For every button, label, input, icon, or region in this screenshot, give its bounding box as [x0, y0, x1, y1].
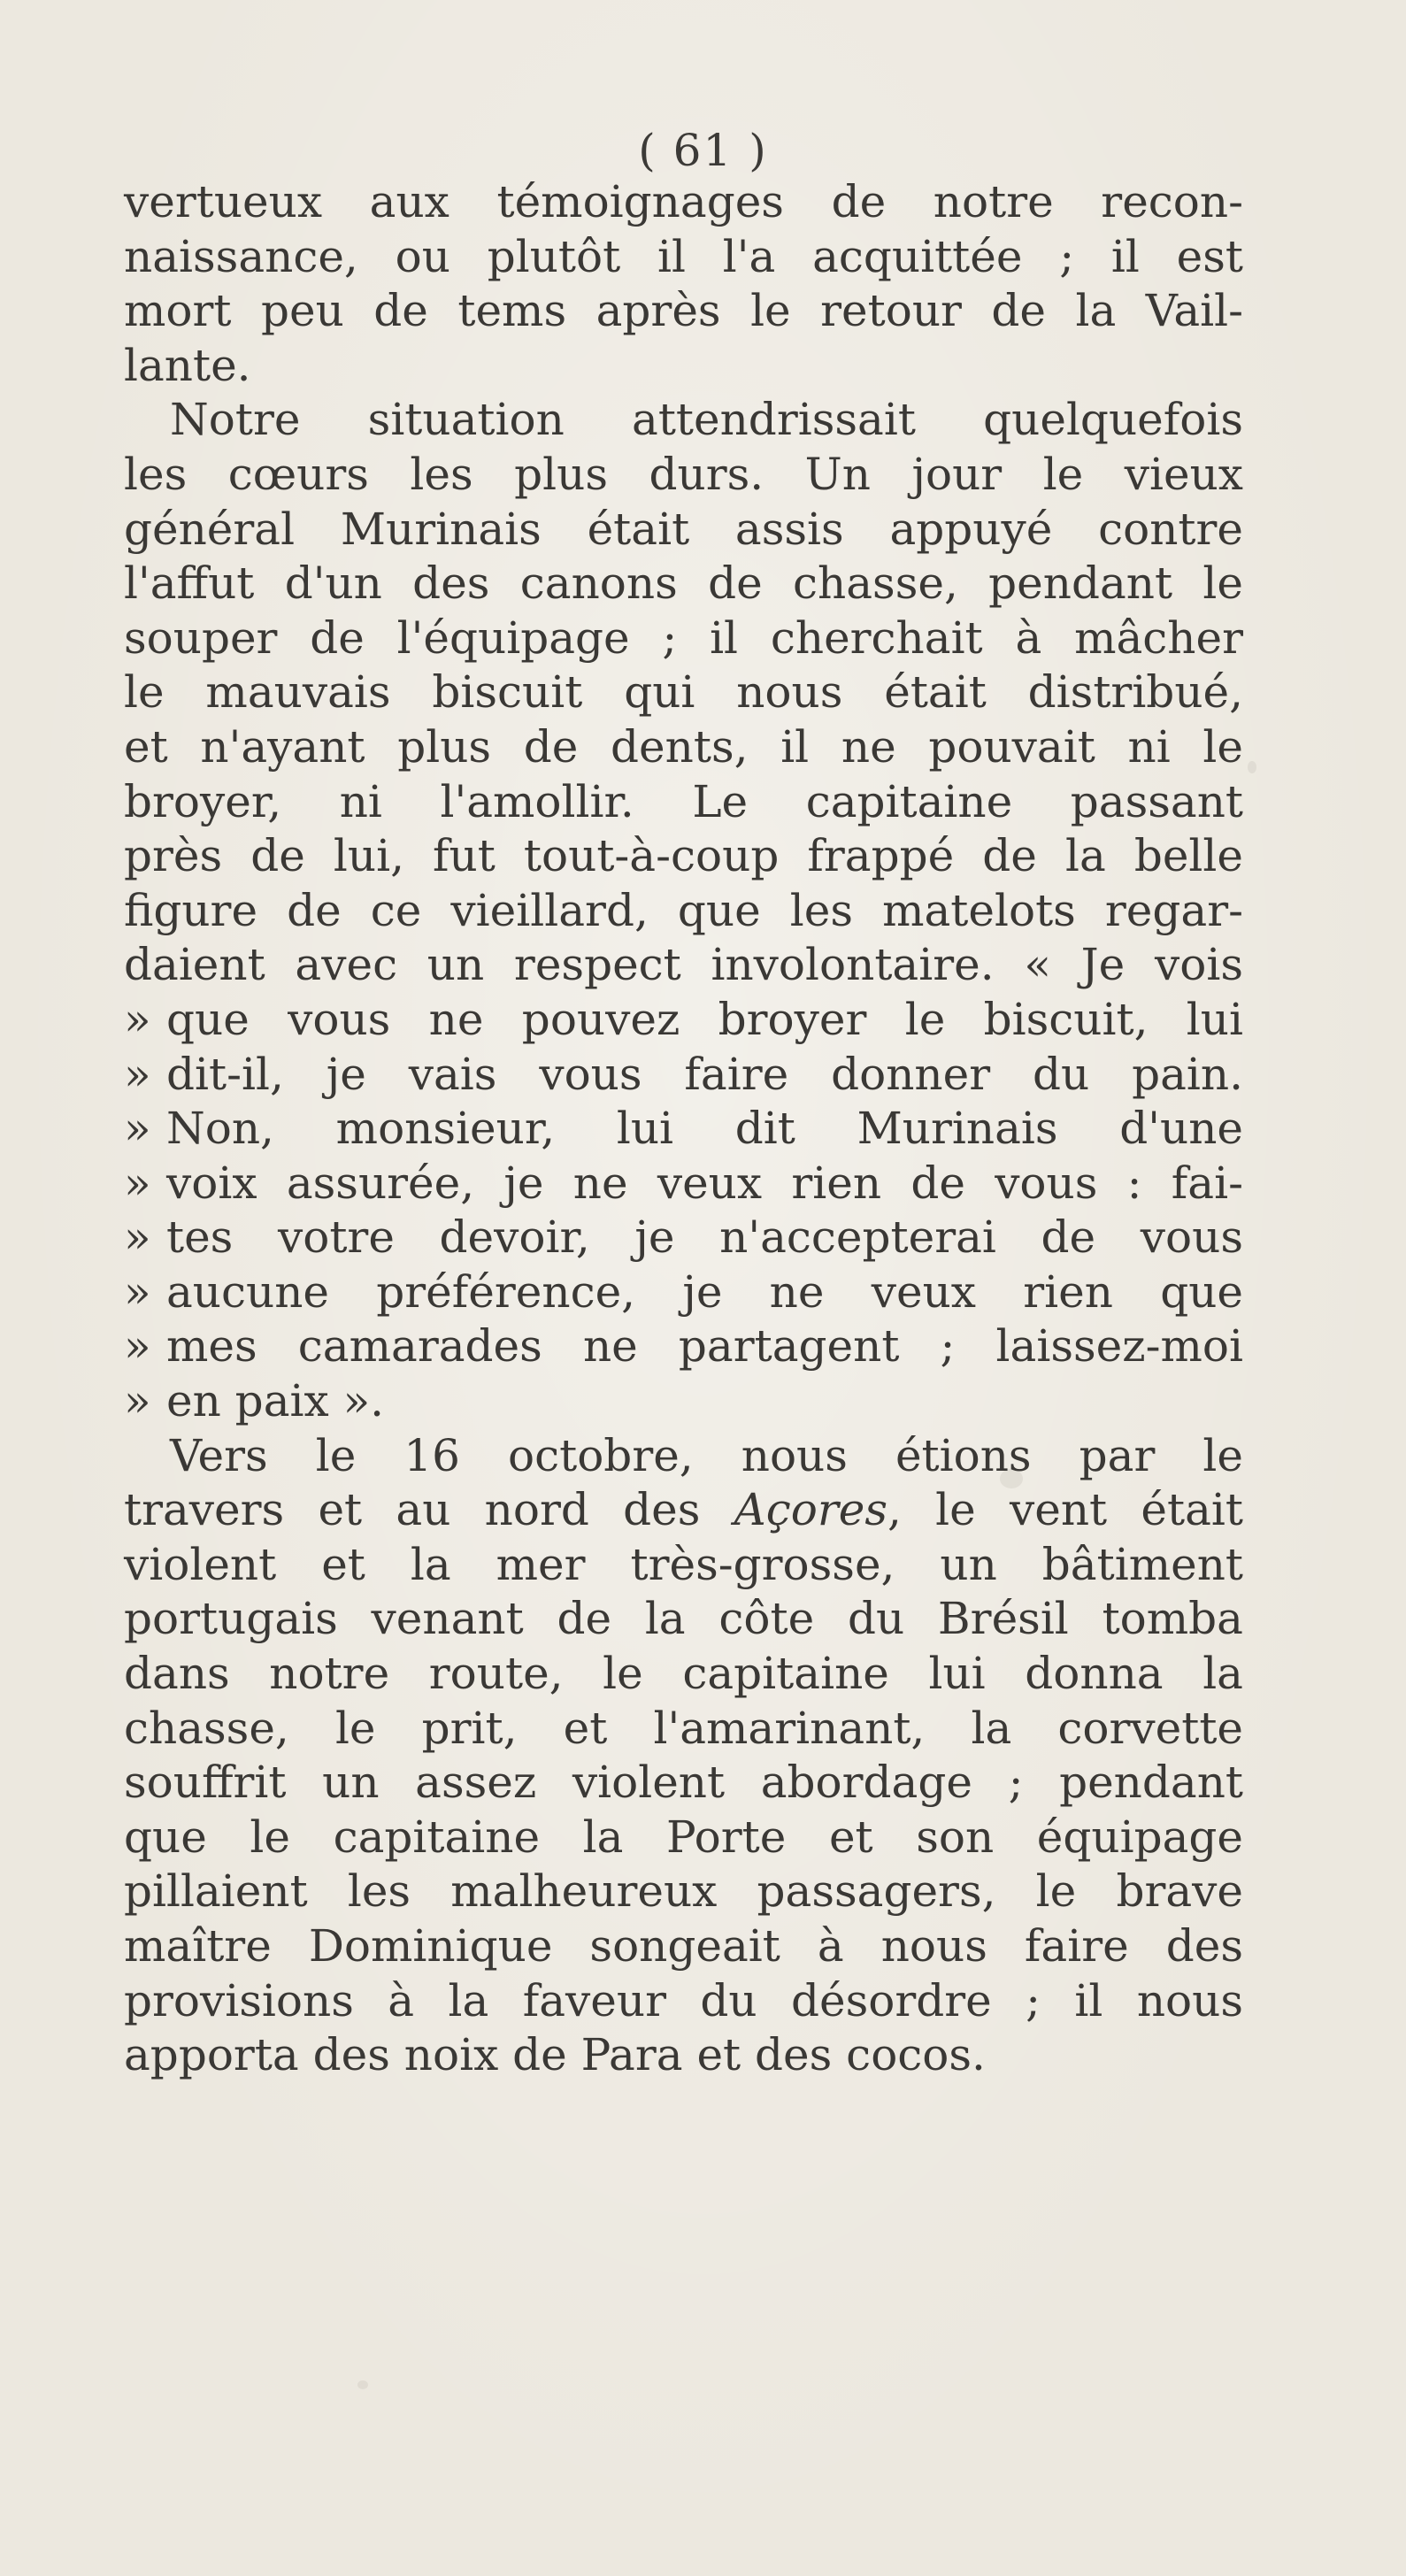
quote-text: voix assurée, je ne veux rien de vous : fai-	[166, 1157, 1243, 1209]
quoted-line	[124, 1102, 1243, 1157]
text-line: lante.	[124, 339, 251, 391]
paper-stain	[1248, 761, 1256, 773]
quote-mark: »	[124, 1103, 151, 1155]
text-line: dans notre route, le capitaine lui donna la	[124, 1648, 1243, 1700]
quote-mark: »	[124, 1211, 151, 1264]
text-line: naissance, ou plutôt il l'a acquittée ; il est	[124, 230, 1243, 282]
text-line: mort peu de tems après le retour de la Vail-	[124, 285, 1243, 337]
quoted-line	[124, 1374, 1243, 1429]
text-line: que le capitaine la Porte et son équipage	[124, 1811, 1243, 1863]
paper-stain	[357, 2380, 368, 2389]
quote-text: Non, monsieur, lui dit Murinais d'une	[166, 1103, 1243, 1155]
quote-text: mes camarades ne partagent ; laissez-moi	[166, 1320, 1243, 1373]
text-segment: travers et au nord des	[124, 1484, 734, 1536]
text-line: près de lui, fut tout-à-coup frappé de la belle	[124, 830, 1243, 882]
text-line: souffrit un assez violent abordage ; pendant	[124, 1757, 1243, 1809]
text-line: le mauvais biscuit qui nous était distribué,	[124, 666, 1243, 719]
text-line: provisions à la faveur du désordre ; il nous	[124, 1974, 1243, 2026]
quoted-line	[124, 1048, 1243, 1103]
text-segment: , le vent était	[887, 1484, 1243, 1536]
quote-text: dit-il, je vais vous faire donner du pain.	[166, 1048, 1243, 1100]
quote-text: que vous ne pouvez broyer le biscuit, lui	[166, 993, 1243, 1045]
text-line: chasse, le prit, et l'amarinant, la corvette	[124, 1702, 1243, 1754]
quote-text: tes votre devoir, je n'accepterai de vous	[166, 1211, 1243, 1264]
quoted-line	[124, 1265, 1243, 1320]
text-line: daient avec un respect involontaire. « Je vois	[124, 939, 1243, 991]
text-line: général Murinais était assis appuyé contre	[124, 503, 1243, 555]
quote-text: en paix ».	[166, 1375, 385, 1427]
quote-mark: »	[124, 1320, 151, 1373]
text-line: figure de ce vieillard, que les matelots regar-	[124, 884, 1243, 936]
text-line: les cœurs les plus durs. Un jour le vieux	[124, 448, 1243, 500]
text-line: pillaient les malheureux passagers, le brave	[124, 1865, 1243, 1918]
quote-mark: »	[124, 1265, 151, 1318]
quoted-line	[124, 993, 1243, 1048]
quote-mark: »	[124, 993, 151, 1045]
text-line: broyer, ni l'amollir. Le capitaine passant	[124, 775, 1243, 827]
text-line: maître Dominique songeait à nous faire des	[124, 1920, 1243, 1972]
quote-mark: »	[124, 1048, 151, 1100]
text-line: l'affut d'un des canons de chasse, pendant le	[124, 557, 1243, 610]
quote-mark: »	[124, 1157, 151, 1209]
text-line: souper de l'équipage ; il cherchait à mâcher	[124, 611, 1243, 664]
quote-text: aucune préférence, je ne veux rien que	[166, 1265, 1243, 1318]
italic-place-name: Açores	[734, 1484, 888, 1536]
quote-mark: »	[124, 1375, 151, 1427]
page-number: ( 61 )	[638, 125, 768, 176]
text-line: Vers le 16 octobre, nous étions par le	[170, 1429, 1243, 1481]
text-line-with-italic	[124, 1483, 1243, 1538]
quoted-line	[124, 1319, 1243, 1374]
text-line: Notre situation attendrissait quelquefois	[170, 394, 1243, 446]
text-line: portugais venant de la côte du Brésil tomba	[124, 1593, 1243, 1645]
text-line: et n'ayant plus de dents, il ne pouvait ni le	[124, 720, 1243, 773]
quoted-line	[124, 1157, 1243, 1211]
text-line: violent et la mer très-grosse, un bâtiment	[124, 1538, 1243, 1590]
text-line: vertueux aux témoignages de notre recon-	[124, 176, 1243, 227]
quoted-line	[124, 1211, 1243, 1265]
body-text	[124, 175, 1243, 2083]
text-line: apporta des noix de Para et des cocos.	[124, 2029, 986, 2081]
